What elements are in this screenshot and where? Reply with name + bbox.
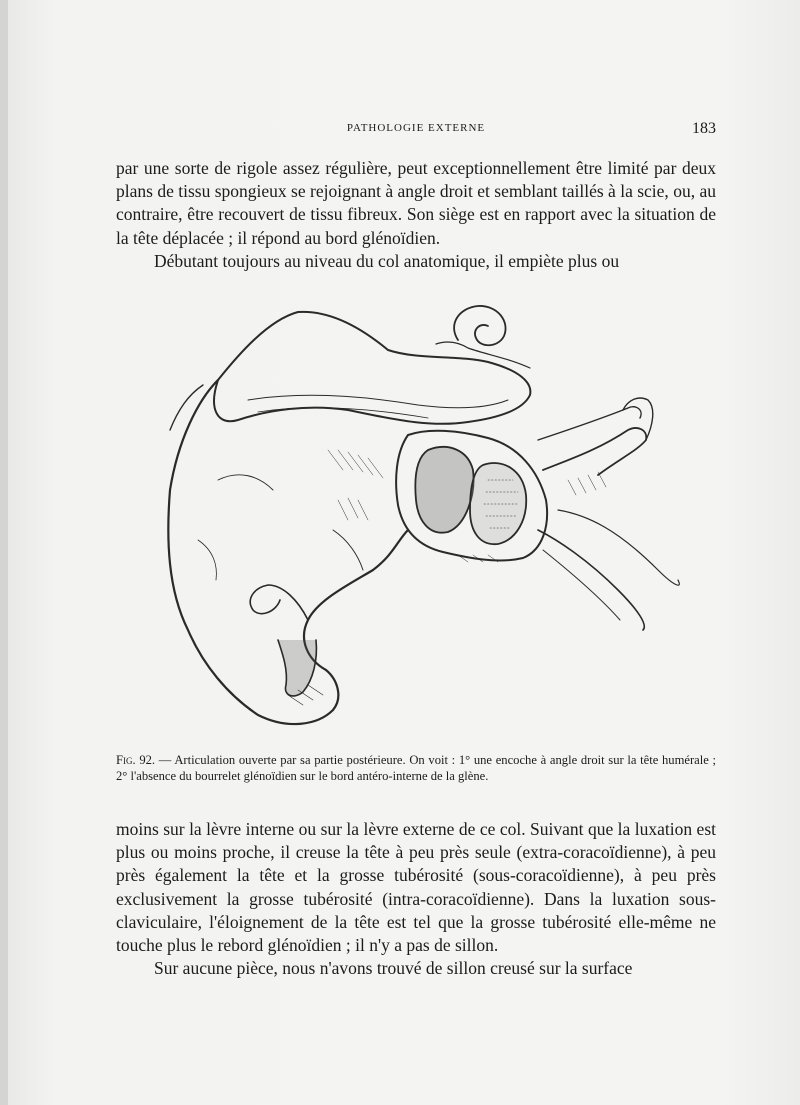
- paragraph-start: Débutant toujours au niveau du col anatomique, il empiète plus ou: [154, 250, 620, 271]
- paragraph-start-2: Sur aucune pièce, nous n'avons trouvé de sillon creusé sur la surface: [154, 958, 633, 979]
- figure-caption: [116, 752, 716, 784]
- humerus-shaft: [543, 428, 646, 475]
- figure-caption-text: — Articulation ouverte par sa partie postérieure. On voit : 1° une encoche à angle droit sur la tête humérale ; 2° l'absence du bourrelet glénoïdien sur le bord antéro-interne de la glène.: [116, 753, 716, 783]
- running-title: PATHOLOGIE EXTERNE: [346, 122, 486, 134]
- anatomical-illustration: [158, 300, 688, 740]
- humerus-lower: [538, 530, 644, 630]
- book-page: [8, 0, 800, 1105]
- running-head: [116, 122, 716, 142]
- page-number: 183: [692, 120, 716, 137]
- cut-surface: [470, 463, 526, 544]
- acromion-outline: [214, 312, 530, 424]
- clavicle-curl: [454, 306, 505, 345]
- figure-label: Fig. 92.: [116, 753, 156, 767]
- paragraph-continuation: par une sorte de rigole assez régulière, peut exceptionnellement être limité par deux plans de tissu spongieux se rejoignant à angle droit et semblant taillés à la scie, ou, au contraire, être recouvert de tissu fibreux. Son siège est en rapport avec la situation de la tête déplacée ; il répond au bord glénoïdien.: [116, 158, 716, 248]
- humeral-head: [415, 447, 473, 533]
- shoulder-joint-drawing: [158, 300, 688, 740]
- coracoid-process: [250, 585, 308, 620]
- top-text-block: [116, 157, 716, 273]
- bottom-text-block: [116, 818, 716, 980]
- paragraph-continuation-2: moins sur la lèvre interne ou sur la lèvre externe de ce col. Suivant que la luxation est plus ou moins proche, il creuse la tête à peu près seule (extra-coracoïdienne), à peu près également la tête et la grosse tubérosité (sous-coracoïdienne), à peu près exclusivement la grosse tubérosité (intra-coracoïdienne). Dans la luxation sous-claviculaire, l'éloignement de la tête est tel que la grosse tubérosité elle-même ne touche plus le rebord glénoïdien ; il n'y a pas de sillon.: [116, 819, 716, 956]
